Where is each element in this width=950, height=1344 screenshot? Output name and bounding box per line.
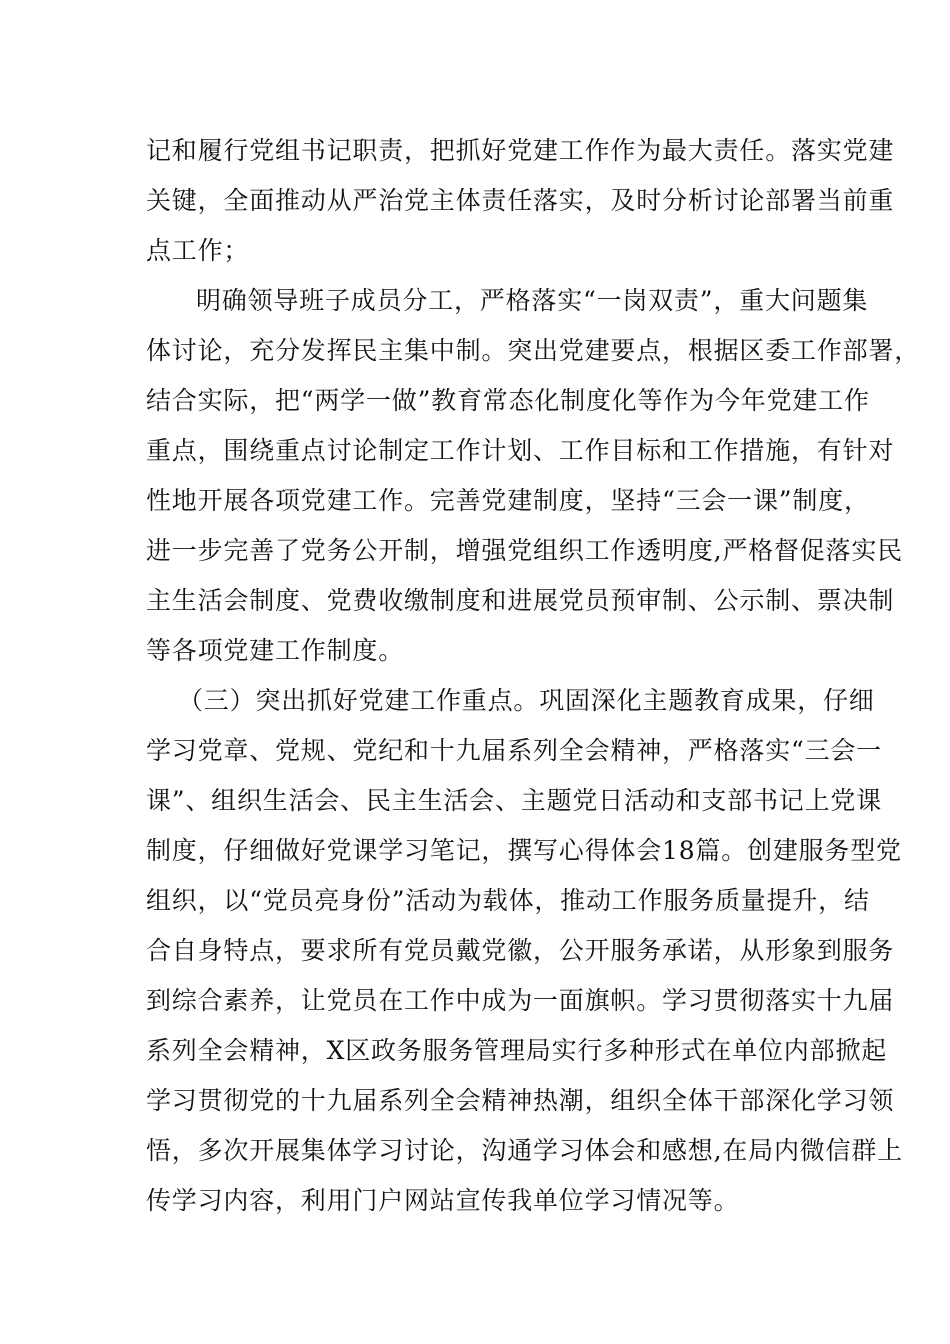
text-line: 记和履行党组书记职责，把抓好党建工作作为最大责任。落实党建 [146, 136, 895, 165]
text-line: 点工作； [146, 236, 250, 265]
text-line: 制度，仔细做好党课学习笔记，撰写心得体会18篇。创建服务型党 [146, 836, 902, 865]
text-line: 关键，全面推动从严治党主体责任落实，及时分析讨论部署当前重 [146, 186, 895, 215]
paragraph-start-line: 明确领导班子成员分工，严格落实“一岗双责”，重大问题集 [196, 286, 869, 315]
text-line: 结合实际，把“两学一做”教育常态化制度化等作为今年党建工作 [146, 386, 870, 415]
text-line: 到综合素养，让党员在工作中成为一面旗帜。学习贯彻落实十九届 [146, 986, 895, 1015]
text-line: 合自身特点，要求所有党员戴党徽，公开服务承诺，从形象到服务 [146, 936, 895, 965]
text-line: 课”、组织生活会、民主生活会、主题党日活动和支部书记上党课 [146, 786, 882, 815]
text-line: 等各项党建工作制度。 [146, 636, 405, 665]
text-line: 组织，以“党员亮身份”活动为载体，推动工作服务质量提升，结 [146, 886, 870, 915]
text-line: 进一步完善了党务公开制，增强党组织工作透明度,严格督促落实民 [146, 536, 903, 565]
text-line: 重点，围绕重点讨论制定工作计划、工作目标和工作措施，有针对 [146, 436, 895, 465]
text-line: 学习党章、党规、党纪和十九届系列全会精神，严格落实“三会一 [146, 736, 882, 765]
section-heading-line: （三）突出抓好党建工作重点。巩固深化主题教育成果，仔细 [178, 686, 875, 715]
text-line: 系列全会精神，X区政务服务管理局实行多种形式在单位内部掀起 [146, 1036, 887, 1065]
text-line: 学习贯彻党的十九届系列全会精神热潮，组织全体干部深化学习领 [146, 1086, 895, 1115]
text-line: 传学习内容，利用门户网站宣传我单位学习情况等。 [146, 1186, 740, 1215]
text-line: 主生活会制度、党费收缴制度和进展党员预审制、公示制、票决制 [146, 586, 895, 615]
text-line: 性地开展各项党建工作。完善党建制度，坚持“三会一课”制度， [146, 486, 870, 515]
text-line: 悟，多次开展集体学习讨论，沟通学习体会和感想,在局内微信群上 [146, 1136, 903, 1165]
text-line: 体讨论，充分发挥民主集中制。突出党建要点，根据区委工作部署， [146, 336, 921, 365]
